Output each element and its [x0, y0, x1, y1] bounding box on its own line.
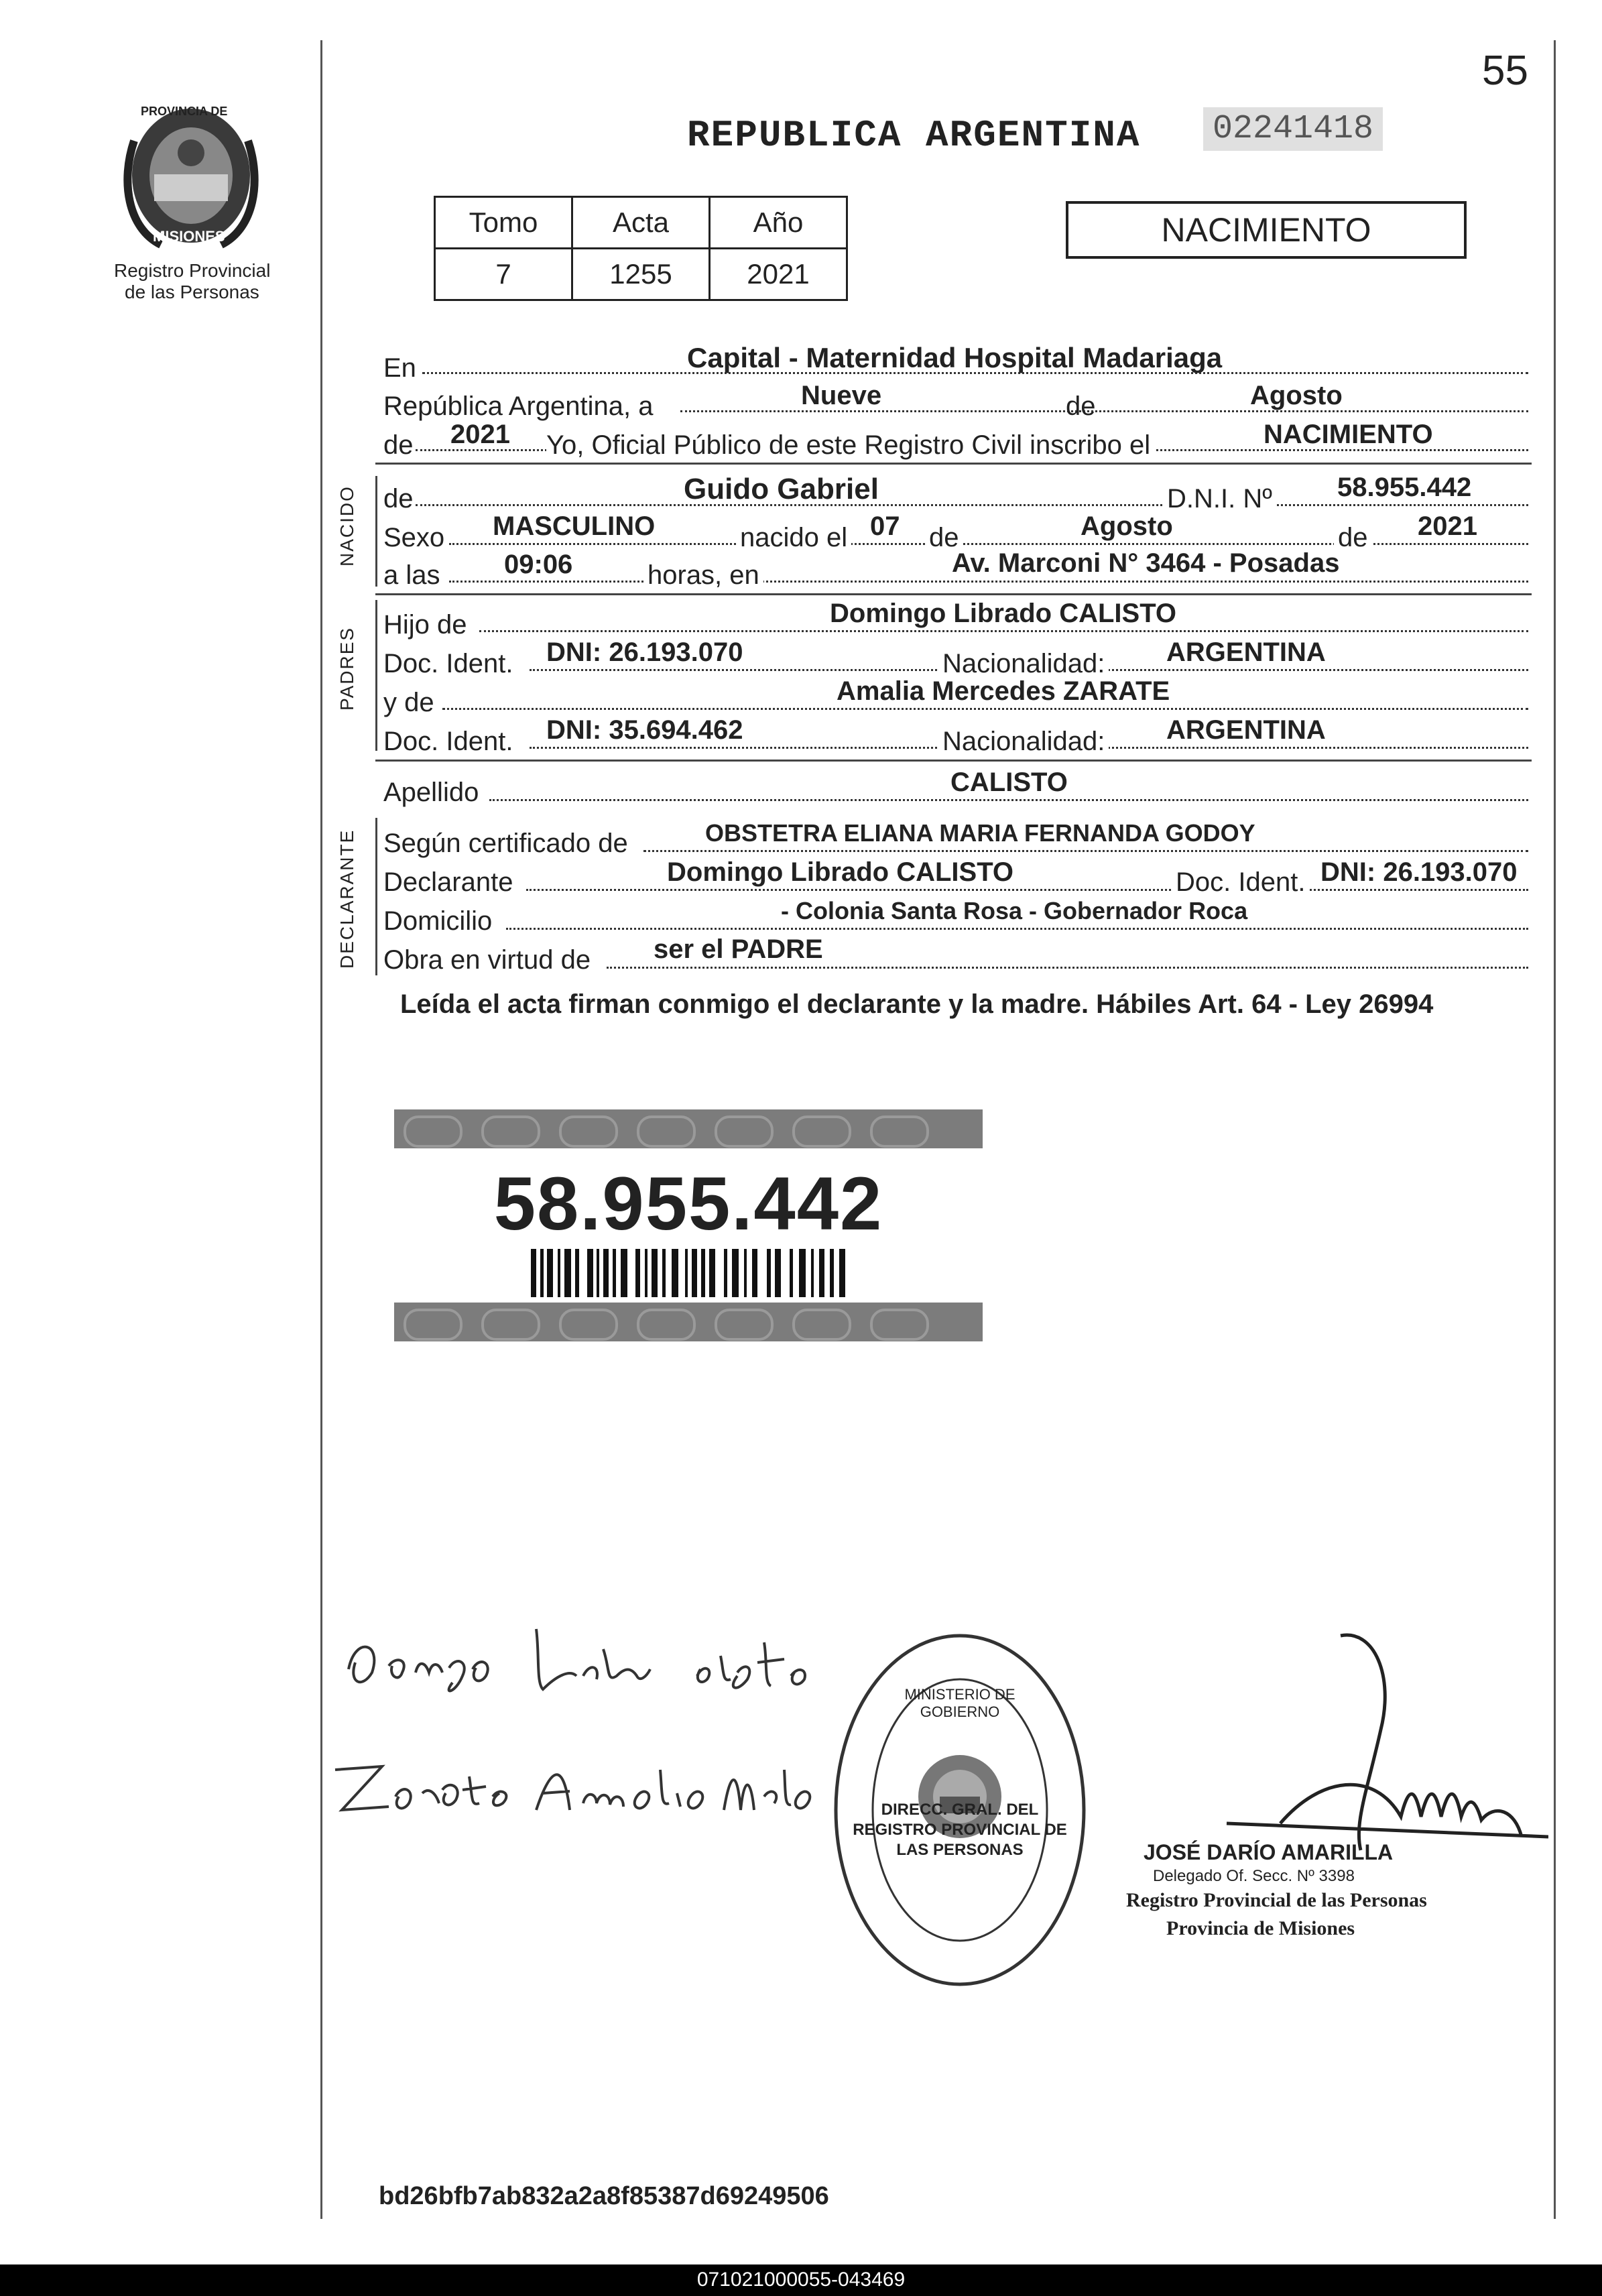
- document-hash: bd26bfb7ab832a2a8f85387d69249506: [379, 2182, 829, 2210]
- dotted-line: [506, 928, 1528, 930]
- value-anio: 2021: [710, 249, 847, 300]
- declarant-signature: [335, 1609, 845, 1709]
- section-bracket: [375, 818, 377, 975]
- label-doc-ident-mother: Doc. Ident.: [383, 727, 517, 757]
- label-de-name: de: [383, 484, 414, 513]
- label-en: En: [383, 353, 416, 383]
- mother-nationality-value: ARGENTINA: [1166, 715, 1326, 745]
- label-nacido-el: nacido el: [736, 523, 851, 553]
- official-role: Delegado Of. Secc. Nº 3398: [1153, 1867, 1355, 1885]
- emblem-text-top: PROVINCIA DE: [141, 105, 228, 118]
- label-yo: Yo, Oficial Público de este Registro Civil inscribo el: [546, 430, 1156, 461]
- value-tomo: 7: [435, 249, 572, 300]
- sex-value: MASCULINO: [493, 511, 656, 541]
- birth-day-value: 07: [870, 511, 900, 541]
- sticker-band-top: [394, 1109, 983, 1148]
- official-seal: [826, 1626, 1094, 1994]
- header-tomo: Tomo: [435, 197, 572, 249]
- section-label-declarante: DECLARANTE: [336, 829, 357, 969]
- serial-number: 02241418: [1203, 107, 1383, 151]
- label-republica: República Argentina, a: [383, 391, 654, 421]
- birth-month-value: Agosto: [1081, 511, 1173, 541]
- dotted-line: [479, 630, 1528, 632]
- dotted-line: [442, 708, 1528, 710]
- section-bracket: [375, 600, 377, 751]
- mother-signature: [322, 1730, 831, 1837]
- header-acta: Acta: [572, 197, 710, 249]
- footer-bar: [0, 2264, 1602, 2296]
- seal-inner-text: MINISTERIO DE GOBIERNO: [904, 1686, 1015, 1720]
- mother-name-value: Amalia Mercedes ZARATE: [837, 676, 1170, 706]
- divider: [375, 463, 1532, 465]
- label-hijo-de: Hijo de: [383, 610, 467, 640]
- header-anio: Año: [710, 197, 847, 249]
- value-acta: 1255: [572, 249, 710, 300]
- place-value: Capital - Maternidad Hospital Madariaga: [687, 342, 1223, 373]
- domicile-value: - Colonia Santa Rosa - Gobernador Roca: [781, 897, 1248, 924]
- dotted-line: [416, 504, 1528, 506]
- registry-name-2: de las Personas: [125, 282, 259, 302]
- declarant-name-value: Domingo Librado CALISTO: [667, 857, 1014, 887]
- seal-ring-text: DIRECC. GRAL. DEL REGISTRO PROVINCIAL DE LAS PERSONAS: [853, 1801, 1067, 1859]
- right-margin-line: [1554, 40, 1556, 2219]
- label-sexo: Sexo: [383, 523, 445, 552]
- birth-time-value: 09:06: [504, 550, 573, 579]
- father-name-value: Domingo Librado CALISTO: [830, 599, 1177, 628]
- label-obra-en-virtud: Obra en virtud de: [383, 945, 591, 975]
- label-domicilio: Domicilio: [383, 906, 493, 936]
- day-words-value: Nueve: [801, 381, 882, 410]
- country-title: REPUBLICA ARGENTINA: [687, 114, 1141, 157]
- birth-year-value: 2021: [1418, 511, 1477, 541]
- label-a-las: a las: [383, 560, 440, 590]
- record-table: [434, 196, 848, 301]
- label-declarante: Declarante: [383, 867, 513, 897]
- year-value: 2021: [450, 420, 510, 449]
- certificate-value: OBSTETRA ELIANA MARIA FERNANDA GODOY: [705, 819, 1255, 847]
- reason-value: ser el PADRE: [654, 934, 823, 964]
- dotted-line: [449, 581, 1528, 583]
- label-dni: D.N.I. Nº: [1163, 484, 1276, 514]
- barcode-icon: [531, 1249, 846, 1297]
- label-doc-ident-father: Doc. Ident.: [383, 649, 517, 679]
- label-nationality-father: Nacionalidad:: [938, 649, 1109, 679]
- sticker-band-bottom: [394, 1303, 983, 1341]
- label-de-month: de: [1066, 391, 1096, 421]
- section-label-nacido: NACIDO: [336, 485, 357, 566]
- label-de-birthmonth: de: [925, 523, 963, 553]
- act-type-box: NACIMIENTO: [1066, 201, 1467, 259]
- dni-sticker: [394, 1148, 983, 1303]
- emblem-text-bottom: MISIONES: [153, 228, 225, 245]
- month-value: Agosto: [1250, 381, 1343, 410]
- label-segun-certificado: Según certificado de: [383, 829, 628, 858]
- section-label-padres: PADRES: [336, 626, 357, 711]
- left-margin-line: [320, 40, 322, 2219]
- child-dni-value: 58.955.442: [1337, 473, 1472, 502]
- dotted-line: [607, 967, 1528, 969]
- father-nationality-value: ARGENTINA: [1166, 638, 1326, 667]
- registry-emblem: [114, 101, 268, 255]
- label-y-de: y de: [383, 688, 434, 717]
- surname-value: CALISTO: [950, 768, 1068, 797]
- divider: [375, 593, 1532, 595]
- sticker-number: 58.955.442: [493, 1162, 883, 1246]
- declarant-doc-value: DNI: 26.193.070: [1320, 857, 1518, 887]
- dotted-line: [489, 799, 1528, 801]
- divider: [375, 760, 1532, 762]
- mother-doc-value: DNI: 35.694.462: [546, 715, 743, 745]
- footer-code: 071021000055-043469: [696, 2269, 906, 2291]
- section-bracket: [375, 476, 377, 587]
- father-doc-value: DNI: 26.193.070: [546, 638, 743, 667]
- birth-place-value: Av. Marconi N° 3464 - Posadas: [952, 548, 1340, 578]
- official-org: Registro Provincial de las Personas: [1126, 1889, 1427, 1911]
- act-value: NACIMIENTO: [1264, 420, 1433, 449]
- label-apellido: Apellido: [383, 778, 479, 807]
- label-doc-ident-declarant: Doc. Ident.: [1172, 867, 1309, 898]
- label-nationality-mother: Nacionalidad:: [938, 727, 1109, 757]
- dotted-line: [526, 889, 1528, 891]
- dotted-line: [643, 850, 1528, 852]
- page-number: 55: [1482, 48, 1528, 94]
- label-de-birthyear: de: [1334, 523, 1372, 553]
- child-name-value: Guido Gabriel: [684, 473, 879, 505]
- official-name: JOSÉ DARÍO AMARILLA: [1144, 1840, 1394, 1864]
- label-horas-en: horas, en: [643, 560, 763, 591]
- label-de-year: de: [383, 430, 414, 460]
- closing-note: Leída el acta firman conmigo el declarante y la madre. Hábiles Art. 64 - Ley 26994: [400, 989, 1434, 1019]
- registry-name-1: Registro Provincial: [114, 260, 271, 281]
- official-province: Provincia de Misiones: [1166, 1917, 1355, 1939]
